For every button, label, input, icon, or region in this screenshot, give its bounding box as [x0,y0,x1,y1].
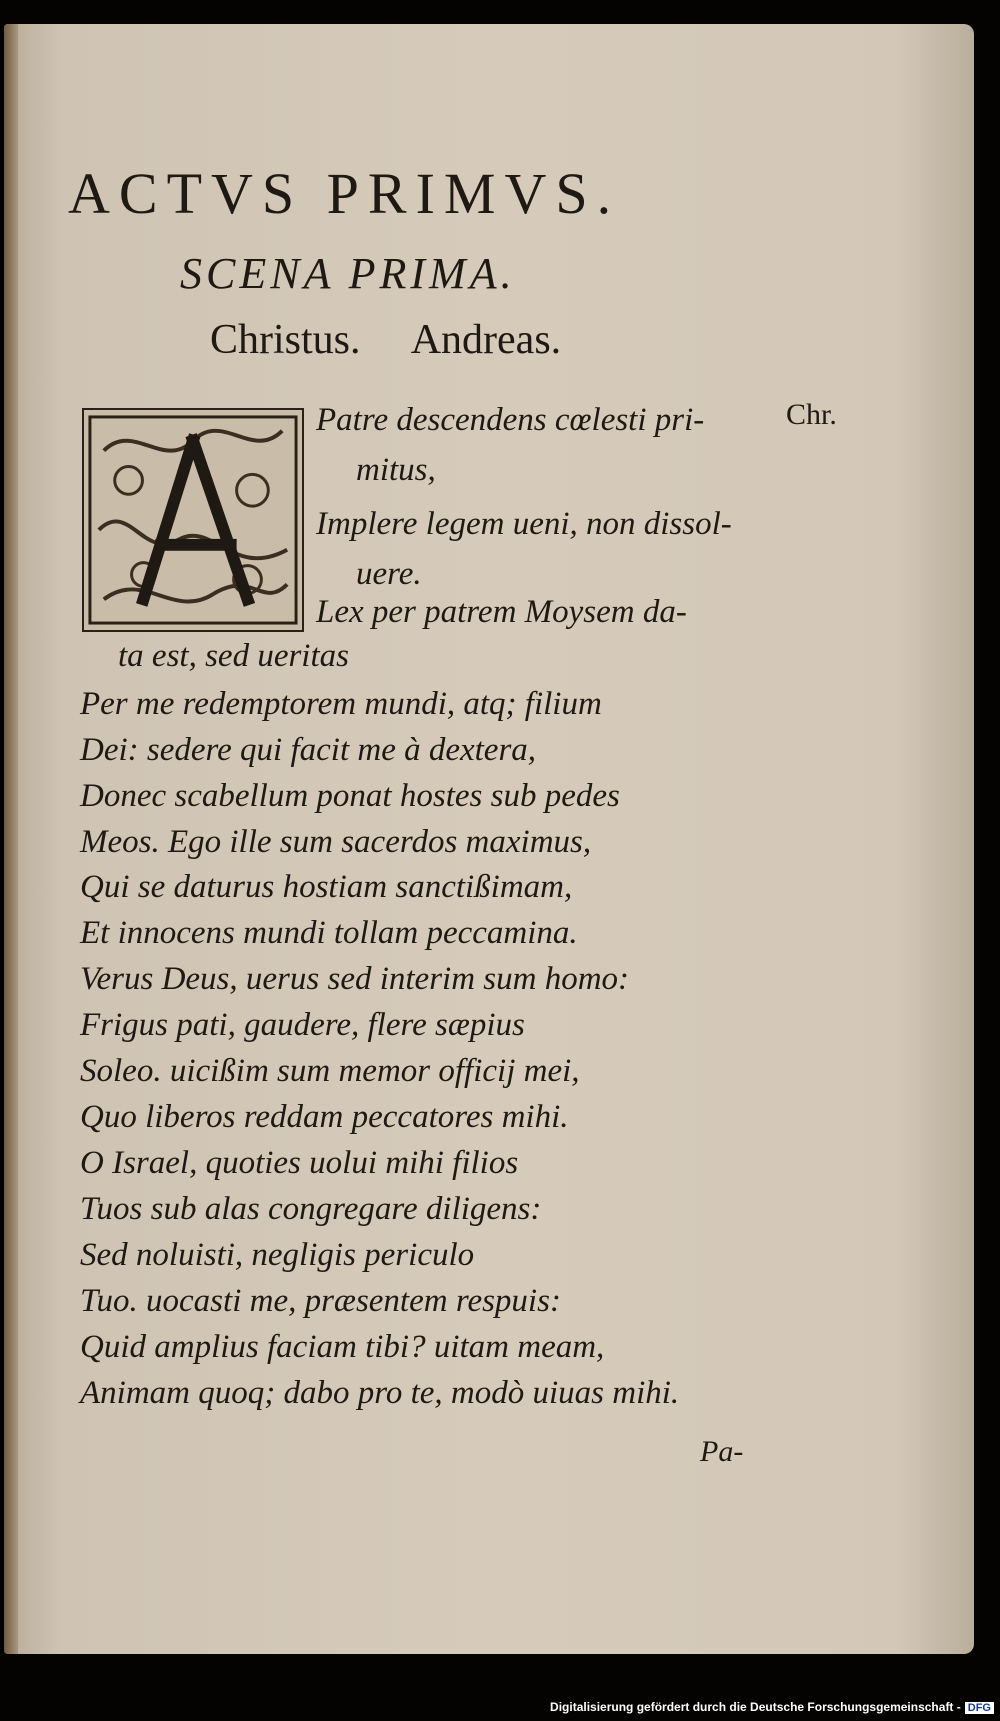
initial-letter: A [192,623,194,625]
verse-line: ta est, sed ueritas [118,638,349,674]
speaker-list [210,316,603,364]
dfg-logo: DFG [965,1702,994,1714]
speaker-andreas: Andreas. [410,317,562,363]
page-gutter [4,24,18,1654]
verse-line: Qui se daturus hostiam sanctißimam, [80,869,573,905]
verse-line: Patre descendens cœlesti pri- [316,402,705,438]
verse-line: Quo liberos reddam peccatores mihi. [80,1099,569,1135]
credit-text: Digitalisierung gefördert durch die Deutsche Forschungsgemeinschaft - [550,1700,961,1714]
verse-line: mitus, [356,452,436,488]
verse-line: Verus Deus, uerus sed interim sum homo: [80,961,630,997]
verse-line: Tuos sub alas congregare diligens: [80,1191,542,1227]
verse-line: Soleo. uicißim sum memor officij mei, [80,1053,580,1089]
verse-line: Dei: sedere qui facit me à dextera, [80,732,537,768]
verse-line: Lex per patrem Moysem da- [316,594,687,630]
verse-line: uere. [356,556,422,592]
verse-line: Sed noluisti, negligis periculo [80,1237,475,1273]
scene-heading: SCENA PRIMA. [180,249,516,298]
verse-line: Frigus pati, gaudere, flere sæpius [80,1007,525,1043]
verse-line: Quid amplius faciam tibi? uitam meam, [80,1329,605,1365]
verse-line: Donec scabellum ponat hostes sub pedes [80,778,620,814]
speaker-christus: Christus. [210,317,361,363]
verse-line: Meos. Ego ille sum sacerdos maximus, [80,824,592,860]
speaker-tag: Chr. [786,398,837,431]
decorated-initial-a [82,408,304,632]
verse-line: Implere legem ueni, non dissol- [316,506,732,542]
ornament-initial-icon [84,410,302,630]
verse-line: Et innocens mundi tollam peccamina. [80,915,578,951]
verse-line: Animam quoq; dabo pro te, modò uiuas mihi. [80,1375,680,1411]
catchword: Pa- [700,1435,744,1468]
digitization-credit [550,1700,994,1714]
verse-line: Tuo. uocasti me, præsentem respuis: [80,1283,561,1319]
verse-line: Per me redemptorem mundi, atq; filium [80,686,602,722]
verse-line: O Israel, quoties uolui mihi filios [80,1145,519,1181]
act-heading: ACTVS PRIMVS. [68,161,621,226]
